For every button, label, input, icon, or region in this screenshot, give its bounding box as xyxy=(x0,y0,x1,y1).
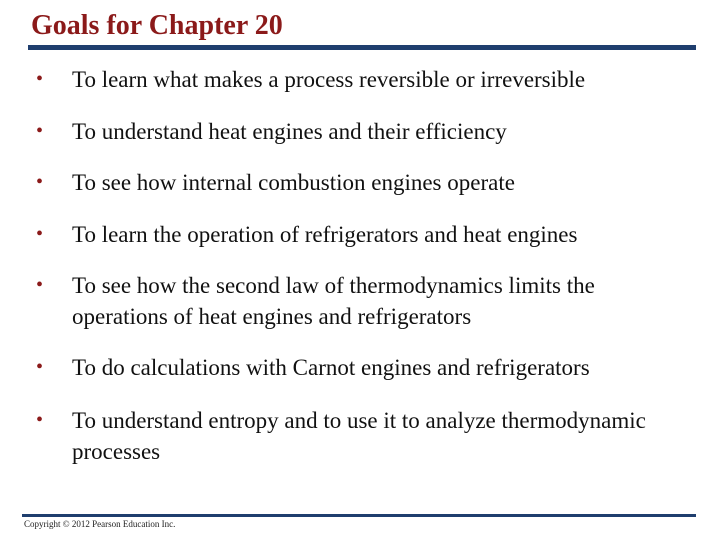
goal-item-5 xyxy=(36,270,686,332)
goal-item-7 xyxy=(36,405,686,467)
goal-text: To learn what makes a process reversible or irreversible xyxy=(72,67,586,92)
goal-text: To learn the operation of refrigerators and heat engines xyxy=(72,222,578,247)
bullet-icon: • xyxy=(36,120,44,142)
goal-item-2 xyxy=(36,116,686,147)
goal-item-3 xyxy=(36,167,686,198)
goal-text: To see how internal combustion engines operate xyxy=(72,170,515,195)
footer-divider xyxy=(22,514,696,517)
goal-text: To understand entropy and to use it to analyze thermodynamic processes xyxy=(72,408,646,464)
goal-item-6 xyxy=(36,352,686,383)
bullet-icon: • xyxy=(36,223,44,245)
copyright-notice: Copyright © 2012 Pearson Education Inc. xyxy=(24,519,176,529)
goal-text: To see how the second law of thermodynamics limits the operations of heat engines and refrigerators xyxy=(72,273,595,329)
bullet-icon: • xyxy=(36,356,44,378)
bullet-icon: • xyxy=(36,171,44,193)
goal-item-4 xyxy=(36,219,686,250)
slide-title: Goals for Chapter 20 xyxy=(31,10,283,41)
goal-item-1 xyxy=(36,64,686,95)
bullet-icon: • xyxy=(36,409,44,431)
goal-text: To do calculations with Carnot engines and refrigerators xyxy=(72,355,590,380)
goal-text: To understand heat engines and their efficiency xyxy=(72,119,507,144)
bullet-icon: • xyxy=(36,68,44,90)
bullet-icon: • xyxy=(36,274,44,296)
